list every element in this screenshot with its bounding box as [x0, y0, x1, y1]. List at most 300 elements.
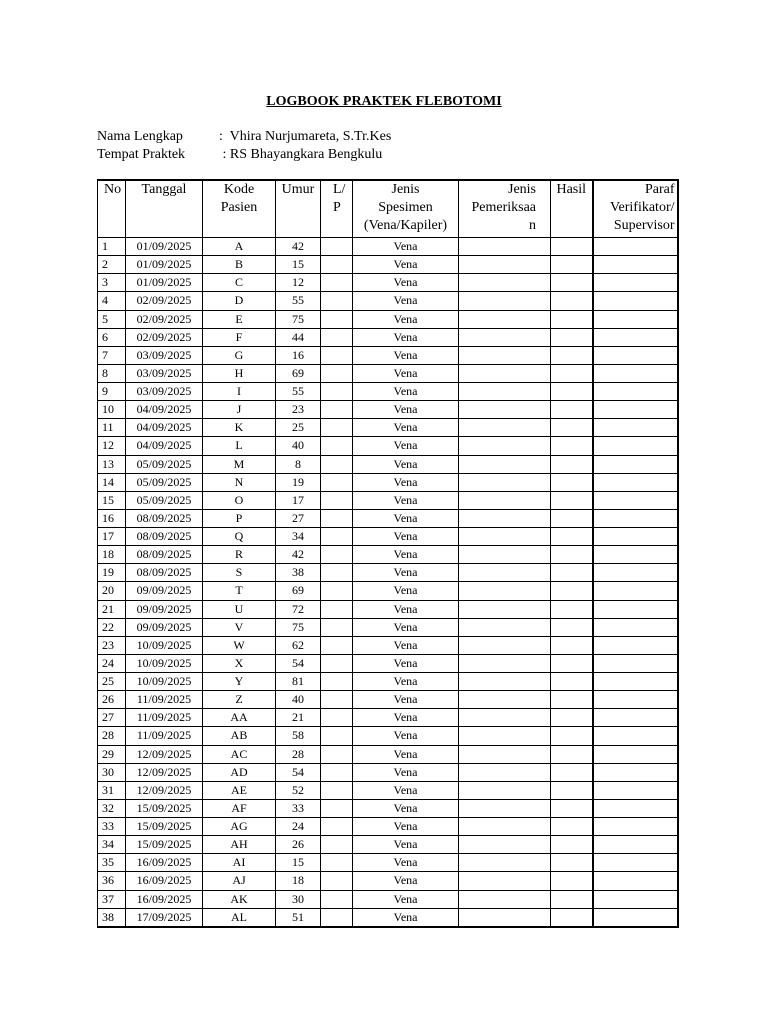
cell-paraf: [593, 618, 678, 636]
cell-hasil: [551, 618, 593, 636]
cell-spesimen: Vena: [353, 437, 459, 455]
cell-hasil: [551, 491, 593, 509]
cell-umur: 40: [276, 691, 321, 709]
name-value: Vhira Nurjumareta, S.Tr.Kes: [222, 129, 392, 144]
table-row: [98, 419, 678, 437]
table-row: [98, 238, 678, 256]
header-no: No: [98, 180, 126, 238]
table-row: [98, 799, 678, 817]
cell-spesimen: Vena: [353, 528, 459, 546]
cell-spesimen: Vena: [353, 854, 459, 872]
cell-pemeriksaan: [459, 799, 551, 817]
header-umur: Umur: [276, 180, 321, 238]
cell-no: 24: [98, 654, 126, 672]
cell-kode: AC: [203, 745, 276, 763]
table-row: [98, 256, 678, 274]
cell-pemeriksaan: [459, 419, 551, 437]
cell-paraf: [593, 600, 678, 618]
cell-pemeriksaan: [459, 872, 551, 890]
cell-spesimen: Vena: [353, 691, 459, 709]
cell-paraf: [593, 491, 678, 509]
cell-hasil: [551, 546, 593, 564]
cell-no: 21: [98, 600, 126, 618]
cell-spesimen: Vena: [353, 310, 459, 328]
cell-hasil: [551, 836, 593, 854]
cell-tanggal: 09/09/2025: [126, 600, 203, 618]
cell-hasil: [551, 383, 593, 401]
table-row: [98, 437, 678, 455]
place-separator: :: [219, 147, 227, 162]
cell-hasil: [551, 509, 593, 527]
cell-hasil: [551, 763, 593, 781]
cell-lp: [321, 491, 353, 509]
cell-lp: [321, 654, 353, 672]
cell-umur: 38: [276, 564, 321, 582]
cell-umur: 15: [276, 854, 321, 872]
cell-pemeriksaan: [459, 346, 551, 364]
cell-umur: 69: [276, 364, 321, 382]
cell-hasil: [551, 292, 593, 310]
cell-spesimen: Vena: [353, 491, 459, 509]
cell-lp: [321, 509, 353, 527]
cell-pemeriksaan: [459, 509, 551, 527]
cell-umur: 16: [276, 346, 321, 364]
cell-hasil: [551, 419, 593, 437]
cell-pemeriksaan: [459, 437, 551, 455]
cell-tanggal: 10/09/2025: [126, 654, 203, 672]
cell-no: 12: [98, 437, 126, 455]
cell-paraf: [593, 528, 678, 546]
cell-lp: [321, 781, 353, 799]
table-row: [98, 745, 678, 763]
cell-paraf: [593, 310, 678, 328]
cell-no: 6: [98, 328, 126, 346]
cell-umur: 42: [276, 546, 321, 564]
cell-pemeriksaan: [459, 238, 551, 256]
table-row: [98, 528, 678, 546]
cell-tanggal: 04/09/2025: [126, 401, 203, 419]
cell-lp: [321, 455, 353, 473]
cell-umur: 25: [276, 419, 321, 437]
cell-kode: G: [203, 346, 276, 364]
cell-no: 25: [98, 673, 126, 691]
cell-spesimen: Vena: [353, 328, 459, 346]
cell-hasil: [551, 401, 593, 419]
cell-paraf: [593, 673, 678, 691]
cell-kode: AH: [203, 836, 276, 854]
cell-spesimen: Vena: [353, 673, 459, 691]
cell-pemeriksaan: [459, 745, 551, 763]
table-row: [98, 509, 678, 527]
table-row: [98, 654, 678, 672]
cell-pemeriksaan: [459, 818, 551, 836]
cell-hasil: [551, 636, 593, 654]
cell-kode: AK: [203, 890, 276, 908]
cell-tanggal: 04/09/2025: [126, 437, 203, 455]
cell-umur: 81: [276, 673, 321, 691]
cell-no: 16: [98, 509, 126, 527]
cell-paraf: [593, 274, 678, 292]
cell-no: 35: [98, 854, 126, 872]
cell-kode: T: [203, 582, 276, 600]
cell-pemeriksaan: [459, 654, 551, 672]
header-jenis-spesimen: Jenis Spesimen (Vena/Kapiler): [353, 180, 459, 238]
cell-tanggal: 02/09/2025: [126, 292, 203, 310]
cell-umur: 24: [276, 818, 321, 836]
cell-no: 11: [98, 419, 126, 437]
table-row: [98, 763, 678, 781]
cell-umur: 23: [276, 401, 321, 419]
table-row: [98, 491, 678, 509]
header-kode-pasien: Kode Pasien: [203, 180, 276, 238]
cell-lp: [321, 836, 353, 854]
cell-kode: W: [203, 636, 276, 654]
cell-no: 18: [98, 546, 126, 564]
cell-lp: [321, 872, 353, 890]
cell-lp: [321, 310, 353, 328]
cell-hasil: [551, 727, 593, 745]
cell-tanggal: 12/09/2025: [126, 781, 203, 799]
table-row: [98, 600, 678, 618]
cell-paraf: [593, 890, 678, 908]
cell-kode: L: [203, 437, 276, 455]
cell-tanggal: 02/09/2025: [126, 328, 203, 346]
cell-paraf: [593, 564, 678, 582]
cell-tanggal: 03/09/2025: [126, 346, 203, 364]
cell-kode: Z: [203, 691, 276, 709]
cell-pemeriksaan: [459, 763, 551, 781]
cell-spesimen: Vena: [353, 364, 459, 382]
cell-no: 19: [98, 564, 126, 582]
table-row: [98, 383, 678, 401]
cell-hasil: [551, 256, 593, 274]
cell-tanggal: 16/09/2025: [126, 854, 203, 872]
cell-pemeriksaan: [459, 636, 551, 654]
cell-spesimen: Vena: [353, 600, 459, 618]
cell-umur: 26: [276, 836, 321, 854]
cell-pemeriksaan: [459, 455, 551, 473]
table-row: [98, 908, 678, 927]
cell-spesimen: Vena: [353, 763, 459, 781]
cell-hasil: [551, 346, 593, 364]
cell-pemeriksaan: [459, 528, 551, 546]
cell-paraf: [593, 781, 678, 799]
table-row: [98, 618, 678, 636]
cell-pemeriksaan: [459, 364, 551, 382]
cell-paraf: [593, 763, 678, 781]
header-paraf: Paraf Verifikator/ Supervisor: [593, 180, 678, 238]
cell-no: 4: [98, 292, 126, 310]
cell-hasil: [551, 328, 593, 346]
table-row: [98, 546, 678, 564]
cell-tanggal: 09/09/2025: [126, 618, 203, 636]
cell-lp: [321, 328, 353, 346]
table-row: [98, 872, 678, 890]
cell-hasil: [551, 582, 593, 600]
table-row: [98, 328, 678, 346]
cell-pemeriksaan: [459, 854, 551, 872]
cell-hasil: [551, 799, 593, 817]
cell-umur: 12: [276, 274, 321, 292]
cell-umur: 62: [276, 636, 321, 654]
cell-hasil: [551, 872, 593, 890]
cell-tanggal: 16/09/2025: [126, 872, 203, 890]
info-place-line: [97, 146, 382, 164]
cell-no: 13: [98, 455, 126, 473]
cell-kode: O: [203, 491, 276, 509]
cell-lp: [321, 473, 353, 491]
table-row: [98, 691, 678, 709]
cell-no: 33: [98, 818, 126, 836]
cell-pemeriksaan: [459, 600, 551, 618]
cell-no: 3: [98, 274, 126, 292]
table-row: [98, 673, 678, 691]
cell-tanggal: 01/09/2025: [126, 238, 203, 256]
table-row: [98, 274, 678, 292]
cell-umur: 18: [276, 872, 321, 890]
cell-paraf: [593, 727, 678, 745]
cell-no: 14: [98, 473, 126, 491]
cell-lp: [321, 546, 353, 564]
cell-spesimen: Vena: [353, 346, 459, 364]
cell-pemeriksaan: [459, 292, 551, 310]
cell-lp: [321, 727, 353, 745]
cell-hasil: [551, 274, 593, 292]
cell-kode: AA: [203, 709, 276, 727]
cell-umur: 54: [276, 763, 321, 781]
cell-tanggal: 05/09/2025: [126, 473, 203, 491]
cell-kode: AB: [203, 727, 276, 745]
cell-pemeriksaan: [459, 256, 551, 274]
header-hasil: Hasil: [551, 180, 593, 238]
cell-tanggal: 10/09/2025: [126, 673, 203, 691]
cell-no: 23: [98, 636, 126, 654]
cell-lp: [321, 709, 353, 727]
cell-tanggal: 03/09/2025: [126, 383, 203, 401]
table-row: [98, 473, 678, 491]
cell-kode: J: [203, 401, 276, 419]
cell-paraf: [593, 292, 678, 310]
cell-hasil: [551, 364, 593, 382]
table-row: [98, 890, 678, 908]
name-separator: :: [219, 129, 223, 144]
cell-lp: [321, 564, 353, 582]
cell-lp: [321, 256, 353, 274]
cell-kode: AJ: [203, 872, 276, 890]
table-row: [98, 836, 678, 854]
table-row: [98, 818, 678, 836]
header-lp: L/ P: [321, 180, 353, 238]
cell-kode: AG: [203, 818, 276, 836]
cell-lp: [321, 890, 353, 908]
table-row: [98, 310, 678, 328]
cell-spesimen: Vena: [353, 292, 459, 310]
cell-lp: [321, 582, 353, 600]
cell-lp: [321, 383, 353, 401]
cell-umur: 34: [276, 528, 321, 546]
cell-spesimen: Vena: [353, 908, 459, 927]
document-title: LOGBOOK PRAKTEK FLEBOTOMI: [266, 94, 502, 109]
cell-umur: 51: [276, 908, 321, 927]
cell-lp: [321, 364, 353, 382]
cell-paraf: [593, 799, 678, 817]
cell-paraf: [593, 636, 678, 654]
cell-kode: B: [203, 256, 276, 274]
cell-paraf: [593, 691, 678, 709]
cell-tanggal: 11/09/2025: [126, 691, 203, 709]
name-label: Nama Lengkap: [97, 129, 183, 144]
cell-no: 36: [98, 872, 126, 890]
cell-tanggal: 04/09/2025: [126, 419, 203, 437]
cell-paraf: [593, 419, 678, 437]
cell-no: 2: [98, 256, 126, 274]
cell-umur: 8: [276, 455, 321, 473]
cell-kode: AI: [203, 854, 276, 872]
cell-kode: A: [203, 238, 276, 256]
cell-umur: 72: [276, 600, 321, 618]
table-row: [98, 364, 678, 382]
cell-paraf: [593, 709, 678, 727]
cell-umur: 75: [276, 310, 321, 328]
cell-spesimen: Vena: [353, 546, 459, 564]
cell-paraf: [593, 546, 678, 564]
cell-lp: [321, 292, 353, 310]
place-label: Tempat Praktek: [97, 147, 186, 162]
cell-tanggal: 09/09/2025: [126, 582, 203, 600]
cell-pemeriksaan: [459, 908, 551, 927]
cell-no: 10: [98, 401, 126, 419]
cell-umur: 58: [276, 727, 321, 745]
cell-spesimen: Vena: [353, 564, 459, 582]
cell-no: 1: [98, 238, 126, 256]
cell-pemeriksaan: [459, 546, 551, 564]
cell-tanggal: 08/09/2025: [126, 528, 203, 546]
cell-spesimen: Vena: [353, 238, 459, 256]
logbook-table: [97, 179, 679, 928]
cell-paraf: [593, 836, 678, 854]
cell-spesimen: Vena: [353, 636, 459, 654]
cell-lp: [321, 238, 353, 256]
cell-paraf: [593, 364, 678, 382]
cell-umur: 55: [276, 292, 321, 310]
cell-no: 22: [98, 618, 126, 636]
cell-tanggal: 15/09/2025: [126, 799, 203, 817]
cell-umur: 40: [276, 437, 321, 455]
cell-lp: [321, 274, 353, 292]
cell-spesimen: Vena: [353, 256, 459, 274]
cell-kode: F: [203, 328, 276, 346]
cell-spesimen: Vena: [353, 473, 459, 491]
cell-tanggal: 12/09/2025: [126, 745, 203, 763]
cell-umur: 17: [276, 491, 321, 509]
table-row: [98, 292, 678, 310]
cell-paraf: [593, 872, 678, 890]
cell-kode: AE: [203, 781, 276, 799]
cell-kode: AL: [203, 908, 276, 927]
cell-pemeriksaan: [459, 582, 551, 600]
cell-umur: 52: [276, 781, 321, 799]
cell-tanggal: 05/09/2025: [126, 491, 203, 509]
cell-spesimen: Vena: [353, 419, 459, 437]
cell-hasil: [551, 528, 593, 546]
cell-spesimen: Vena: [353, 509, 459, 527]
cell-spesimen: Vena: [353, 618, 459, 636]
cell-tanggal: 05/09/2025: [126, 455, 203, 473]
cell-paraf: [593, 437, 678, 455]
cell-pemeriksaan: [459, 491, 551, 509]
cell-spesimen: Vena: [353, 781, 459, 799]
cell-no: 38: [98, 908, 126, 927]
cell-spesimen: Vena: [353, 890, 459, 908]
cell-hasil: [551, 473, 593, 491]
cell-hasil: [551, 310, 593, 328]
cell-hasil: [551, 818, 593, 836]
table-row: [98, 636, 678, 654]
cell-hasil: [551, 781, 593, 799]
cell-no: 37: [98, 890, 126, 908]
table-header-row: [98, 180, 678, 238]
cell-no: 28: [98, 727, 126, 745]
cell-no: 9: [98, 383, 126, 401]
cell-kode: K: [203, 419, 276, 437]
cell-paraf: [593, 238, 678, 256]
cell-lp: [321, 854, 353, 872]
cell-umur: 27: [276, 509, 321, 527]
cell-pemeriksaan: [459, 709, 551, 727]
cell-umur: 21: [276, 709, 321, 727]
cell-tanggal: 08/09/2025: [126, 564, 203, 582]
cell-umur: 28: [276, 745, 321, 763]
cell-lp: [321, 673, 353, 691]
cell-hasil: [551, 854, 593, 872]
cell-lp: [321, 745, 353, 763]
cell-tanggal: 08/09/2025: [126, 546, 203, 564]
cell-spesimen: Vena: [353, 745, 459, 763]
cell-no: 31: [98, 781, 126, 799]
cell-paraf: [593, 582, 678, 600]
cell-hasil: [551, 745, 593, 763]
cell-pemeriksaan: [459, 383, 551, 401]
cell-umur: 55: [276, 383, 321, 401]
cell-umur: 42: [276, 238, 321, 256]
info-name-line: [97, 128, 391, 146]
cell-umur: 30: [276, 890, 321, 908]
table-row: [98, 582, 678, 600]
cell-lp: [321, 618, 353, 636]
cell-tanggal: 16/09/2025: [126, 890, 203, 908]
cell-no: 5: [98, 310, 126, 328]
table-row: [98, 455, 678, 473]
cell-kode: V: [203, 618, 276, 636]
cell-tanggal: 12/09/2025: [126, 763, 203, 781]
cell-pemeriksaan: [459, 401, 551, 419]
cell-paraf: [593, 654, 678, 672]
cell-umur: 33: [276, 799, 321, 817]
cell-no: 32: [98, 799, 126, 817]
cell-spesimen: Vena: [353, 455, 459, 473]
cell-hasil: [551, 890, 593, 908]
cell-hasil: [551, 238, 593, 256]
cell-hasil: [551, 908, 593, 927]
cell-umur: 15: [276, 256, 321, 274]
cell-lp: [321, 600, 353, 618]
cell-hasil: [551, 691, 593, 709]
cell-no: 17: [98, 528, 126, 546]
cell-paraf: [593, 401, 678, 419]
cell-paraf: [593, 256, 678, 274]
cell-lp: [321, 401, 353, 419]
table-row: [98, 346, 678, 364]
